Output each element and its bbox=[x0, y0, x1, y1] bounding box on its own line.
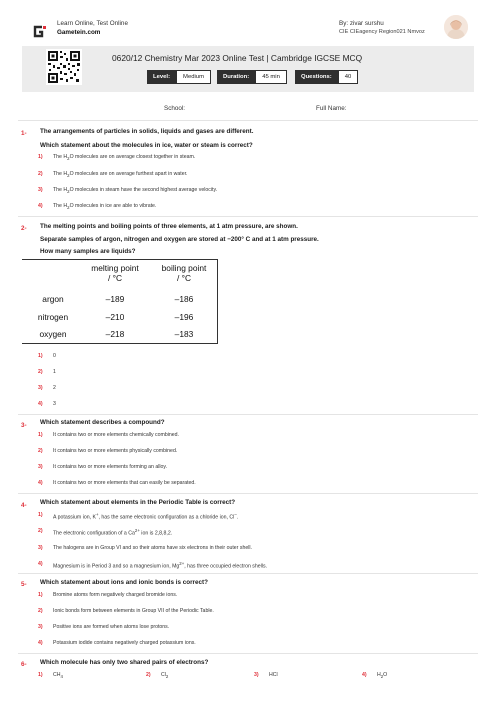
table-cell-bp: –186 bbox=[174, 294, 194, 304]
q5-option-2-number: 2) bbox=[38, 608, 43, 614]
q1-option-1[interactable]: The $H_2O$ molecules are on average closest together in steam. bbox=[53, 154, 196, 162]
q3-option-3-number: 3) bbox=[38, 464, 43, 470]
author-region: CIE CIEagency Region021 Nmvoz bbox=[339, 29, 425, 35]
q4-option-1-number: 1) bbox=[38, 512, 43, 518]
q3-option-2-number: 2) bbox=[38, 448, 43, 454]
q4-option-1[interactable]: A potassium ion, K+, has the same electronic configuration as a chloride ion, Cl–. bbox=[53, 512, 239, 521]
q2-option-1-number: 1) bbox=[38, 353, 43, 359]
question-2-number: 2- bbox=[21, 225, 27, 232]
q4-option-3[interactable]: The halogens are in Group VI and so their atoms have six electrons in their outer shell. bbox=[53, 545, 252, 551]
questions-label: Questions: bbox=[295, 70, 338, 84]
q2-option-2[interactable]: 1 bbox=[53, 369, 56, 375]
q3-option-1[interactable]: It contains two or more elements chemically combined. bbox=[53, 432, 179, 438]
table-cell-mp: –210 bbox=[105, 312, 125, 322]
q1-option-1-number: 1) bbox=[38, 154, 43, 160]
q5-option-4[interactable]: Potassium iodide contains negatively charged potassium ions. bbox=[53, 640, 196, 646]
question-1-line-1: The arrangements of particles in solids, liquids and gases are different. bbox=[40, 128, 254, 135]
qr-code-icon bbox=[46, 49, 82, 85]
question-1-line-2: Which statement about the molecules in ice, water or steam is correct? bbox=[40, 142, 253, 149]
questions-pill bbox=[295, 70, 358, 84]
q6-option-1-number: 1) bbox=[38, 672, 43, 678]
test-info-banner bbox=[22, 46, 474, 92]
level-pill bbox=[147, 70, 211, 84]
q5-option-1[interactable]: Bromine atoms form negatively charged bromide ions. bbox=[53, 592, 178, 598]
melting-boiling-table bbox=[22, 259, 218, 344]
table-header-boiling: boiling point / °C bbox=[161, 263, 207, 283]
q5-option-4-number: 4) bbox=[38, 640, 43, 646]
divider bbox=[18, 493, 478, 494]
q2-option-1[interactable]: 0 bbox=[53, 353, 56, 359]
question-2-line-2: Separate samples of argon, nitrogen and oxygen are stored at −200° C and at 1 atm pressure. bbox=[40, 236, 319, 243]
duration-value: 45 min bbox=[255, 70, 287, 84]
question-4-line-1: Which statement about elements in the Periodic Table is correct? bbox=[40, 499, 236, 506]
q5-option-1-number: 1) bbox=[38, 592, 43, 598]
author-avatar bbox=[444, 15, 468, 39]
q1-option-2-number: 2) bbox=[38, 171, 43, 177]
question-3-number: 3- bbox=[21, 422, 27, 429]
q6-option-3[interactable]: HCl bbox=[269, 672, 278, 678]
q3-option-4-number: 4) bbox=[38, 480, 43, 486]
question-1-number: 1- bbox=[21, 130, 27, 137]
level-value: Medium bbox=[176, 70, 211, 84]
author-name: By: zivar surshu bbox=[339, 20, 384, 27]
question-2-line-1: The melting points and boiling points of three elements, at 1 atm pressure, are shown. bbox=[40, 223, 298, 230]
q5-option-3-number: 3) bbox=[38, 624, 43, 630]
q2-option-3[interactable]: 2 bbox=[53, 385, 56, 391]
divider bbox=[18, 573, 478, 574]
q4-option-2-number: 2) bbox=[38, 528, 43, 534]
q2-option-3-number: 3) bbox=[38, 385, 43, 391]
q2-option-4[interactable]: 3 bbox=[53, 401, 56, 407]
q6-option-3-number: 3) bbox=[254, 672, 259, 678]
q3-option-4[interactable]: It contains two or more elements that can easily be separated. bbox=[53, 480, 196, 486]
table-cell-element: argon bbox=[42, 294, 64, 304]
q6-option-4[interactable]: $H_2O$ bbox=[377, 672, 388, 680]
questions-value: 40 bbox=[338, 70, 359, 84]
table-cell-mp: –189 bbox=[105, 294, 125, 304]
question-3-line-1: Which statement describes a compound? bbox=[40, 419, 165, 426]
q4-option-3-number: 3) bbox=[38, 545, 43, 551]
q4-option-4-number: 4) bbox=[38, 561, 43, 567]
brand-site-link[interactable]: Gametein.com bbox=[57, 29, 101, 36]
gametein-logo-icon bbox=[31, 25, 47, 38]
divider bbox=[18, 216, 478, 217]
q3-option-3[interactable]: It contains two or more elements forming an alloy. bbox=[53, 464, 168, 470]
q6-option-2[interactable]: $Cl_2$ bbox=[161, 672, 169, 680]
test-title: 0620/12 Chemistry Mar 2023 Online Test | Cambridge IGCSE MCQ bbox=[112, 53, 363, 63]
school-label: School: bbox=[164, 105, 186, 112]
full-name-label: Full Name: bbox=[316, 105, 347, 112]
duration-pill bbox=[217, 70, 287, 84]
q6-option-4-number: 4) bbox=[362, 672, 367, 678]
question-2-line-3: How many samples are liquids? bbox=[40, 248, 136, 255]
q2-option-2-number: 2) bbox=[38, 369, 43, 375]
level-label: Level: bbox=[147, 70, 176, 84]
q1-option-4-number: 4) bbox=[38, 203, 43, 209]
q4-option-2[interactable]: The electronic configuration of a $Ca^{2+}$ ion is 2,8,8,2. bbox=[53, 528, 173, 537]
q3-option-1-number: 1) bbox=[38, 432, 43, 438]
table-cell-mp: –218 bbox=[105, 329, 125, 339]
q1-option-3-number: 3) bbox=[38, 187, 43, 193]
duration-label: Duration: bbox=[217, 70, 255, 84]
q3-option-2[interactable]: It contains two or more elements physically combined. bbox=[53, 448, 178, 454]
q1-option-2[interactable]: The $H_2O$ molecules are on average furthest apart in water. bbox=[53, 171, 188, 179]
q5-option-3[interactable]: Positive ions are formed when atoms lose protons. bbox=[53, 624, 170, 630]
q6-option-2-number: 2) bbox=[146, 672, 151, 678]
brand-tagline: Learn Online, Test Online bbox=[57, 20, 128, 27]
question-6-number: 6- bbox=[21, 661, 27, 668]
question-4-number: 4- bbox=[21, 502, 27, 509]
q4-option-4[interactable]: Magnesium is in Period 3 and so a magnesium ion, $Mg^{2+}$, has three occupied electron shells. bbox=[53, 561, 267, 570]
divider bbox=[18, 120, 478, 121]
q1-option-4[interactable]: The $H_2O$ molecules in ice are able to vibrate. bbox=[53, 203, 157, 211]
divider bbox=[18, 653, 478, 654]
table-cell-element: nitrogen bbox=[37, 312, 69, 322]
table-header-melting: melting point / °C bbox=[91, 263, 139, 283]
q2-option-4-number: 4) bbox=[38, 401, 43, 407]
avatar-portrait-icon bbox=[444, 15, 468, 39]
question-6-line-1: Which molecule has only two shared pairs of electrons? bbox=[40, 659, 209, 666]
table-cell-bp: –183 bbox=[174, 329, 194, 339]
q6-option-1[interactable]: $CH_4$ bbox=[53, 672, 63, 680]
q5-option-2[interactable]: Ionic bonds form between elements in Group VII of the Periodic Table. bbox=[53, 608, 214, 614]
q1-option-3[interactable]: The $H_2O$ molecules in steam have the second highest average velocity. bbox=[53, 187, 218, 195]
divider bbox=[18, 414, 478, 415]
question-5-line-1: Which statement about ions and ionic bonds is correct? bbox=[40, 579, 208, 586]
table-cell-bp: –196 bbox=[174, 312, 194, 322]
question-5-number: 5- bbox=[21, 581, 27, 588]
site-header bbox=[0, 0, 496, 46]
table-cell-element: oxygen bbox=[39, 329, 67, 339]
